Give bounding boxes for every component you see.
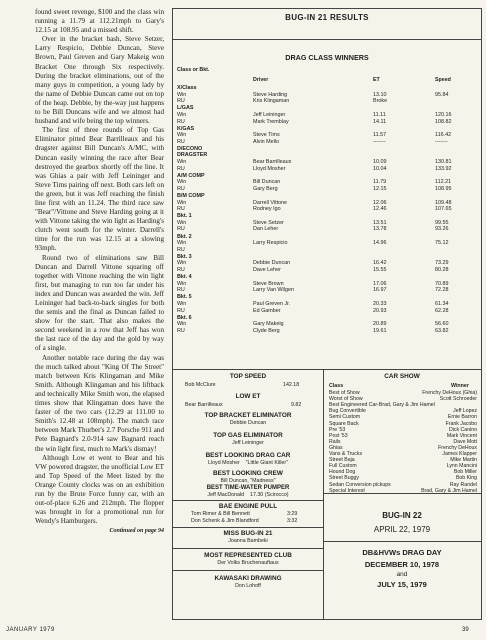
low-et-name: Bear Barrilleaux <box>185 402 223 408</box>
winner-driver: Debbie Duncan <box>253 260 291 267</box>
sidebar-title: BUG-IN 21 RESULTS <box>285 13 369 22</box>
car-show-winner: Frenchy DeHoux <box>438 444 477 451</box>
article-paragraph: Although Low et went to Bear and his VW powered dragster, the unofficial Low ET and Top Speed of the Meet listed by the Orange County clocks was on an exhibition run by the Brute Force funny car, with an out-of-place 6.26 and 212mph. The flopper was brought in for a promotional run for Wendy's Hamburgers. <box>35 453 164 526</box>
winner-driver: Darrell Vittone <box>253 199 288 206</box>
car-show-class: Sedan Conversion pickups <box>329 481 391 488</box>
class-name: Bkt. 5 <box>177 294 192 301</box>
runner-up-et: 14.11 <box>373 118 387 125</box>
winner-driver: Gary Makeig <box>253 321 284 328</box>
miss-bug-in-title: MISS BUG-IN 21 <box>223 530 273 537</box>
win-label: Win <box>177 111 187 118</box>
runner-up-driver: Alvin Mello <box>253 138 280 145</box>
winner-speed: 61.34 <box>435 301 449 307</box>
best-crew-title: BEST LOOKING CREW <box>213 470 283 477</box>
runner-up-driver: Dan Leher <box>253 226 279 233</box>
car-show-class: Vans & Trucks <box>329 451 363 457</box>
car-show-class-header: Class <box>329 383 344 389</box>
class-name: L/GAS <box>177 105 194 112</box>
car-show-class: Worst of Show <box>329 396 363 403</box>
runner-up-et: Broke <box>373 98 388 105</box>
runner-up-label: RU <box>177 327 185 334</box>
divider <box>173 369 481 370</box>
winner-speed: 73.29 <box>435 260 449 267</box>
runner-up-driver: Dave Leher <box>253 267 281 273</box>
car-show-winner: Brad, Gary & Jim Hamel <box>421 487 477 494</box>
winner-driver: Larry Respicio <box>253 240 288 247</box>
drag-day-title: DB&HVWs DRAG DAY <box>362 548 442 557</box>
winner-speed: 99.55 <box>435 219 449 226</box>
car-show-winner: Bob Miller <box>453 469 477 476</box>
top-gas-title: TOP GAS ELIMINATOR <box>213 432 283 439</box>
car-show-class: Rails <box>329 438 341 445</box>
runner-up-speed: 93.26 <box>435 226 449 233</box>
article-paragraph: The first of three rounds of Top Gas Eliminator pitted Bear Barrilleaux and his dragster against Bill Duncan's A/MC, with Duncan easily winning the race after Bear destroyed the gearbox shortly off the line. It was Ghias a pair with Jeff Leininger and Steve Tims pairing off next. Both cars left on the green, but it was Jeff reaching the finish line first with an 11.24. The third race saw "Bear"/Vittone and Steve Harding going at it with Vittone taking the win light as Harding's clutch went south for the winter. Darrell's time for the run was 12.15 at a slowing 93mph. <box>35 126 164 253</box>
top-bracket-title: TOP BRACKET ELIMINATOR <box>204 412 292 419</box>
car-show-winner: Frenchy DeHoux (Ghia) <box>422 390 477 396</box>
car-show-winner: Dick Canino <box>449 426 477 433</box>
runner-up-label: RU <box>177 226 185 233</box>
best-drag-car-title: BEST LOOKING DRAG CAR <box>205 452 291 459</box>
kawasaki-title: KAWASAKI DRAWING <box>214 575 282 582</box>
kawasaki-name: Don Lohoff <box>235 583 261 589</box>
winner-driver: Steve Tims <box>253 132 280 139</box>
runner-up-driver: Kris Klingaman <box>253 98 290 105</box>
article-paragraph: Another notable race during the day was the much talked about "King Of The Street" match between Kris Klingaman and Mike Smith. Although Klingaman and his liftback and technically Mike Smith won, the elapsed times show that Klingaman does have the faster of the two cars (12.29 at 111.00 to Smith's 12.48 at 108mph). The match race between Mark Thurber's 2.7 Porsche 911 and Pete Bagnard's 2.0-914 saw Bagnard reach the win light first, much to Mark's dismay! <box>35 353 164 453</box>
runner-up-driver: Larry Van Wilgen <box>253 287 294 294</box>
winner-driver: Jeff Leininger <box>253 111 286 118</box>
car-show-winner: Frank Jacobo <box>445 420 477 427</box>
runner-up-speed: 62.28 <box>435 307 449 314</box>
best-crew-name: Bill Duncan, "Madness" <box>220 478 276 484</box>
bae-row-name: Tom Rimer & Bill Bennett <box>191 511 250 517</box>
runner-up-et: 19.61 <box>373 327 387 334</box>
winner-et: 11.57 <box>373 132 387 139</box>
win-label: Win <box>177 301 187 307</box>
top-speed-name: Bob McClure <box>185 382 216 388</box>
runner-up-speed: ------- <box>435 138 448 145</box>
runner-up-label: RU <box>177 185 185 192</box>
divider <box>323 369 324 493</box>
bug-in-22-date: APRIL 22, 1979 <box>373 525 431 534</box>
low-et-value: 9.82 <box>291 402 302 408</box>
divider <box>173 39 481 40</box>
win-label: Win <box>177 240 187 247</box>
divider <box>323 541 481 542</box>
winner-speed: 56.60 <box>435 321 449 328</box>
runner-up-driver: Ed Gamber <box>253 307 281 314</box>
car-show-class: Ghias <box>329 444 343 451</box>
runner-up-speed: 133.92 <box>435 165 452 172</box>
article-paragraph: Round two of eliminations saw Bill Duncan and Darrell Vittone squaring off together with Vittone reaching the win light first, but managing to run too far under his index and Duncan was awarded the win. Jeff Leininger had back-to-back singles for both the semis and the final as Duncan failed to show for the start. That also makes the second weekend in a row that Jeff has won the last race of the day and the gold by way of a single. <box>35 253 164 353</box>
runner-up-label: RU <box>177 118 185 125</box>
runner-up-et: 12.15 <box>373 185 387 192</box>
runner-up-driver: Clyde Berg <box>253 327 280 334</box>
winner-speed: 70.89 <box>435 280 449 287</box>
runner-up-et: 20.93 <box>373 307 387 314</box>
car-show-class: Semi Custom <box>329 414 361 421</box>
best-drag-car-name: Lloyd Mosher "Little Giant Killer" <box>207 460 288 466</box>
winner-et: 13.51 <box>373 219 387 226</box>
low-et-title: LOW ET <box>235 393 261 400</box>
runner-up-speed: 72.28 <box>435 287 449 294</box>
win-label: Win <box>177 219 187 226</box>
class-name: Bkt. 2 <box>177 233 192 240</box>
article-paragraph: found sweet revenge, $100 and the class win running a 11.79 at 112.21mph to Gary's 12.15 at 108.95 and a missed shift. <box>35 8 164 35</box>
runner-up-speed: 107.65 <box>435 206 452 213</box>
runner-up-driver: Mark Tremblay <box>253 118 289 125</box>
top-speed-value: 142.18 <box>283 382 300 388</box>
top-gas-name: Jeff Leininger <box>232 440 264 446</box>
divider <box>173 500 323 501</box>
page-number: 39 <box>462 627 469 633</box>
winner-et: 14.96 <box>373 240 387 247</box>
runner-up-et: 13.78 <box>373 226 387 233</box>
class-name: B/M COMP <box>177 192 205 199</box>
runner-up-et: 16.97 <box>373 287 387 294</box>
winner-speed: 112.21 <box>435 179 452 186</box>
best-pumper-name: Jeff MacDonald 17.30 (Scirocco) <box>207 492 289 498</box>
car-show-winner: Ray Randel <box>449 481 477 488</box>
runner-up-label: RU <box>177 267 185 273</box>
winner-speed: 116.42 <box>435 132 452 139</box>
car-show-winner: Mike Martin <box>450 457 477 464</box>
car-show-class: Street Buggy <box>329 475 359 482</box>
runner-up-speed: 80.28 <box>435 267 449 273</box>
awards-section <box>173 369 481 619</box>
car-show-winner: Ernie Barron <box>447 414 477 421</box>
car-show-winner: Mark Vincent <box>446 432 477 439</box>
win-label: Win <box>177 199 187 206</box>
car-show-winner: Bob King <box>455 475 477 482</box>
winner-driver: Steve Setzer <box>253 219 284 226</box>
runner-up-driver: Lloyd Mosher <box>253 165 286 172</box>
car-show-winner: Jeff Lopez <box>453 408 477 415</box>
class-name: Bkt. 3 <box>177 253 192 260</box>
car-show-winner-header: Winner <box>451 383 469 389</box>
car-show-winner: Lynn Mancini <box>446 463 477 470</box>
runner-up-label: RU <box>177 206 185 213</box>
winner-et: 16.42 <box>373 260 387 267</box>
runner-up-label: RU <box>177 307 185 314</box>
car-show-title: CAR SHOW <box>384 373 420 380</box>
runner-up-label: RU <box>177 246 185 253</box>
class-name: K/GAS <box>177 125 195 132</box>
runner-up-label: RU <box>177 138 185 145</box>
class-name: Bkt. 4 <box>177 274 192 281</box>
car-show-winner: James Klapper <box>442 451 477 457</box>
car-show-class: Square Back <box>329 420 359 427</box>
win-label: Win <box>177 132 187 139</box>
bae-row-name: Don Schenk & Jim Blandford <box>191 518 259 524</box>
car-show-class: Special Interest <box>329 487 365 494</box>
bae-row-time: 3:32 <box>287 518 298 524</box>
runner-up-et: 12.46 <box>373 206 387 213</box>
car-show-class: Best Engineered Car-Brad, Gary & Jim Hamel <box>329 402 435 409</box>
drag-day-date-1: DECEMBER 10, 1978 <box>364 560 440 569</box>
class-name: A/M COMP <box>177 172 205 179</box>
winner-et: 11.11 <box>373 111 386 118</box>
winner-speed: 130.81 <box>435 158 452 165</box>
runner-up-label: RU <box>177 98 185 105</box>
drag-day-date-2: JULY 15, 1979 <box>377 580 427 589</box>
winner-speed: 120.16 <box>435 111 452 118</box>
top-bracket-name: Debbie Duncan <box>229 420 267 426</box>
car-show-class: Best of Show <box>329 390 360 396</box>
divider <box>173 570 323 571</box>
best-pumper-title: BEST TIME-WATER PUMPER <box>206 485 290 491</box>
bae-engine-pull-title: BAE ENGINE PULL <box>218 503 278 510</box>
car-show-class: Street Baja <box>329 457 355 464</box>
winner-driver: Steve Harding <box>253 91 288 98</box>
results-sidebar <box>172 8 482 620</box>
runner-up-speed: 63.82 <box>435 327 449 334</box>
winner-driver: Steve Brown <box>253 280 284 287</box>
winner-speed: 109.48 <box>435 199 452 206</box>
win-label: Win <box>177 321 187 328</box>
speed-header: Speed <box>435 77 451 83</box>
winner-driver: Bear Barrilleaux <box>253 158 292 165</box>
bae-row-time: 3:29 <box>287 511 298 517</box>
runner-up-et: ------- <box>373 138 386 145</box>
car-show-winner: Dave Mott <box>453 438 477 445</box>
car-show-class: Hound Dog <box>329 469 356 476</box>
article-column <box>35 8 164 536</box>
drag-class-winners-title: DRAG CLASS WINNERS <box>285 53 369 62</box>
win-label: Win <box>177 179 187 186</box>
runner-up-speed: 108.82 <box>435 118 452 125</box>
class-name: Bkt. 6 <box>177 314 192 321</box>
winner-speed: 75.12 <box>435 240 449 247</box>
divider <box>173 527 323 528</box>
club-name: Der Volks Bruchenauftaus <box>217 560 279 566</box>
win-label: Win <box>177 280 187 287</box>
article-paragraph: Over in the bracket bash, Steve Setzer, Larry Respicio, Debbie Duncan, Steve Brown, Paul Greven and Gary Makeig won Bracket One through Six respectively. During the bracket eliminations, out of the many guys in competition, a young lady by the name of Debbie Duncan came out on top of the heap. Debbie, by the-way just happens to be Bill Duncans wife and we almost had husband and wife being the top winners. <box>35 35 164 126</box>
win-label: Win <box>177 158 187 165</box>
continued-note: Continued on page 94 <box>109 528 164 535</box>
winner-et: 12.06 <box>373 199 387 206</box>
runner-up-label: RU <box>177 165 185 172</box>
class-header: Class or Bkt. <box>177 67 210 73</box>
winner-et: 20.33 <box>373 301 387 307</box>
bug-in-22-title: BUG-IN 22 <box>382 511 422 520</box>
divider <box>323 493 481 494</box>
footer-issue-date: JANUARY 1979 <box>6 627 55 633</box>
class-name: D/ECONO DRAGSTER <box>177 145 208 159</box>
runner-up-driver: Gary Berg <box>253 185 278 192</box>
runner-up-et: 15.55 <box>373 267 387 273</box>
runner-up-label: RU <box>177 287 185 294</box>
car-show-class: Full Custom <box>329 463 357 470</box>
car-show-class: Post '53 <box>329 432 348 439</box>
divider <box>173 548 323 549</box>
win-label: Win <box>177 91 187 98</box>
runner-up-driver: Rodney Igo <box>253 206 281 213</box>
class-name: Bkt. 1 <box>177 213 192 220</box>
class-name: X/Class <box>177 85 197 91</box>
et-header: ET <box>373 77 380 83</box>
runner-up-et: 10.04 <box>373 165 387 172</box>
win-label: Win <box>177 260 187 267</box>
drag-day-and: and <box>396 571 408 578</box>
car-show-class: Pre '53 <box>329 426 346 433</box>
winner-et: 10.09 <box>373 158 387 165</box>
driver-header: Driver <box>253 77 269 83</box>
car-show-class: Bug Convertible <box>329 408 366 415</box>
winner-driver: Paul Greven Jr. <box>253 301 291 307</box>
winner-driver: Bill Duncan <box>253 179 281 186</box>
winner-et: 20.89 <box>373 321 387 328</box>
car-show-winner: Scott Schroeder <box>439 396 477 403</box>
winner-et: 13.10 <box>373 91 387 98</box>
club-title: MOST REPRESENTED CLUB <box>204 552 292 559</box>
top-speed-title: TOP SPEED <box>229 373 267 380</box>
miss-bug-in-name: Joanna Bambeki <box>228 538 268 544</box>
runner-up-speed: 108.95 <box>435 185 452 192</box>
winner-et: 17.06 <box>373 280 387 287</box>
winner-speed: 95.84 <box>435 91 449 98</box>
winner-et: 11.79 <box>373 179 387 186</box>
